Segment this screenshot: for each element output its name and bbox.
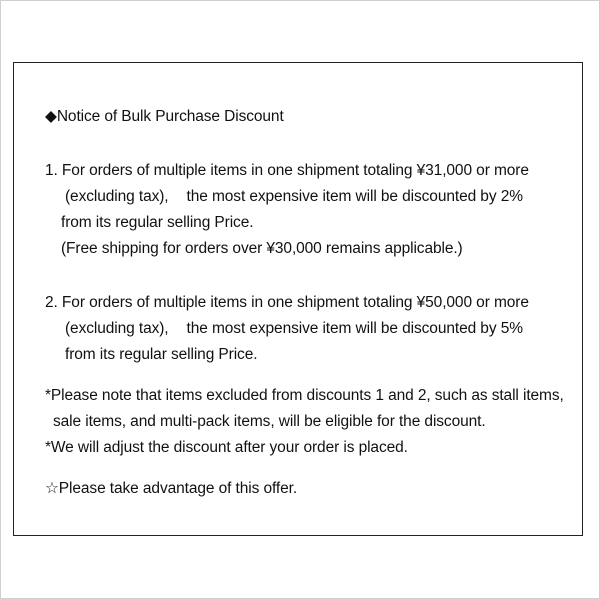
item1-line2-tax: (excluding tax), (65, 188, 169, 205)
notice-title (45, 107, 284, 127)
closing-text: Please take advantage of this offer. (58, 480, 298, 497)
item2-line3: from its regular selling Price. (65, 346, 258, 363)
item1-line4: (Free shipping for orders over ¥30,000 remains applicable.) (61, 240, 463, 257)
note1-line2: sale items, and multi-pack items, will be eligible for the discount. (53, 413, 486, 430)
item2-line2 (65, 319, 523, 339)
item1-line2-discount: the most expensive item will be discounted by 2% (186, 188, 523, 205)
item2-line1: 2. For orders of multiple items in one shipment totaling ¥50,000 or more (45, 294, 529, 311)
notice-title-text: Notice of Bulk Purchase Discount (56, 108, 284, 125)
note2: *We will adjust the discount after your order is placed. (45, 439, 408, 456)
diamond-icon: ◆ (45, 108, 57, 125)
item2-line2-tax: (excluding tax), (65, 320, 169, 337)
item1-line2 (65, 187, 523, 207)
star-outline-icon: ☆ (45, 480, 59, 497)
item1-line1: 1. For orders of multiple items in one shipment totaling ¥31,000 or more (45, 162, 529, 179)
item1-line3: from its regular selling Price. (61, 214, 254, 231)
item2-line2-discount: the most expensive item will be discounted by 5% (186, 320, 523, 337)
closing-line (45, 479, 297, 499)
note1-line1: *Please note that items excluded from discounts 1 and 2, such as stall items, (45, 387, 564, 404)
